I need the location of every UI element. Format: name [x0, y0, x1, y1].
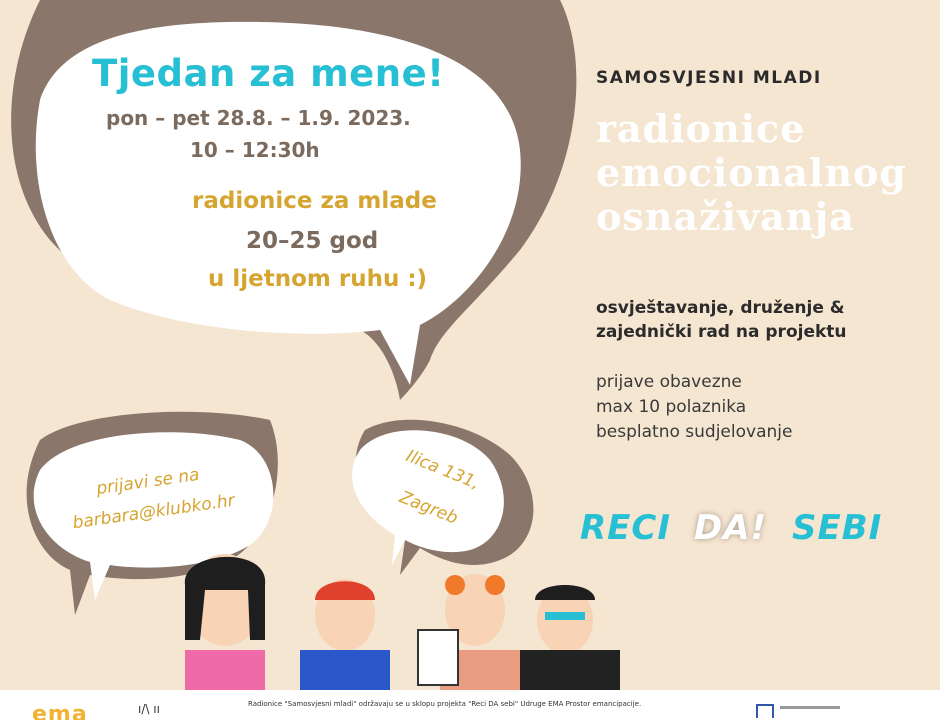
summer-note: u ljetnom ruhu :)	[208, 266, 428, 292]
description-line-1: osvještavanje, druženje &	[596, 298, 845, 318]
headline-line-3: osnaživanja	[596, 194, 855, 239]
info-capacity: max 10 polaznika	[596, 397, 747, 417]
workshop-audience: radionice za mlade	[192, 188, 437, 214]
partner-logo-icon: ı/\ ıı	[138, 702, 160, 716]
logo-reci: RECI	[580, 508, 672, 548]
logo-da: DA!	[694, 508, 768, 548]
headline-line-1: radionice	[596, 106, 806, 151]
headline-line-2: emocionalnog	[596, 150, 907, 195]
footer-note: Radionice "Samosvjesni mladi" održavaju se u sklopu projekta "Reci DA sebi" Udruge EMA Prostor emancipacije.	[248, 700, 642, 708]
city-crest-icon	[756, 704, 774, 718]
event-dates: pon – pet 28.8. – 1.9. 2023.	[106, 106, 411, 130]
event-title: Tjedan za mene!	[92, 52, 445, 95]
footer-bar	[0, 690, 940, 720]
signup-email[interactable]: barbara@klubko.hr	[71, 490, 236, 534]
description-line-2: zajednički rad na projektu	[596, 322, 847, 342]
signup-label: prijavi se na	[95, 464, 201, 500]
age-range: 20–25 god	[246, 228, 379, 254]
event-time: 10 – 12:30h	[190, 138, 320, 162]
ema-logo: ema	[32, 702, 88, 720]
program-name: SAMOSVJESNI MLADI	[596, 68, 822, 88]
address-city: Zagreb	[396, 487, 461, 529]
info-free: besplatno sudjelovanje	[596, 422, 793, 442]
sponsor-logo-text	[780, 706, 840, 709]
info-registration: prijave obavezne	[596, 372, 742, 392]
logo-sebi: SEBI	[792, 508, 883, 548]
people-illustration	[185, 554, 620, 690]
address-street: Ilica 131,	[403, 446, 483, 494]
